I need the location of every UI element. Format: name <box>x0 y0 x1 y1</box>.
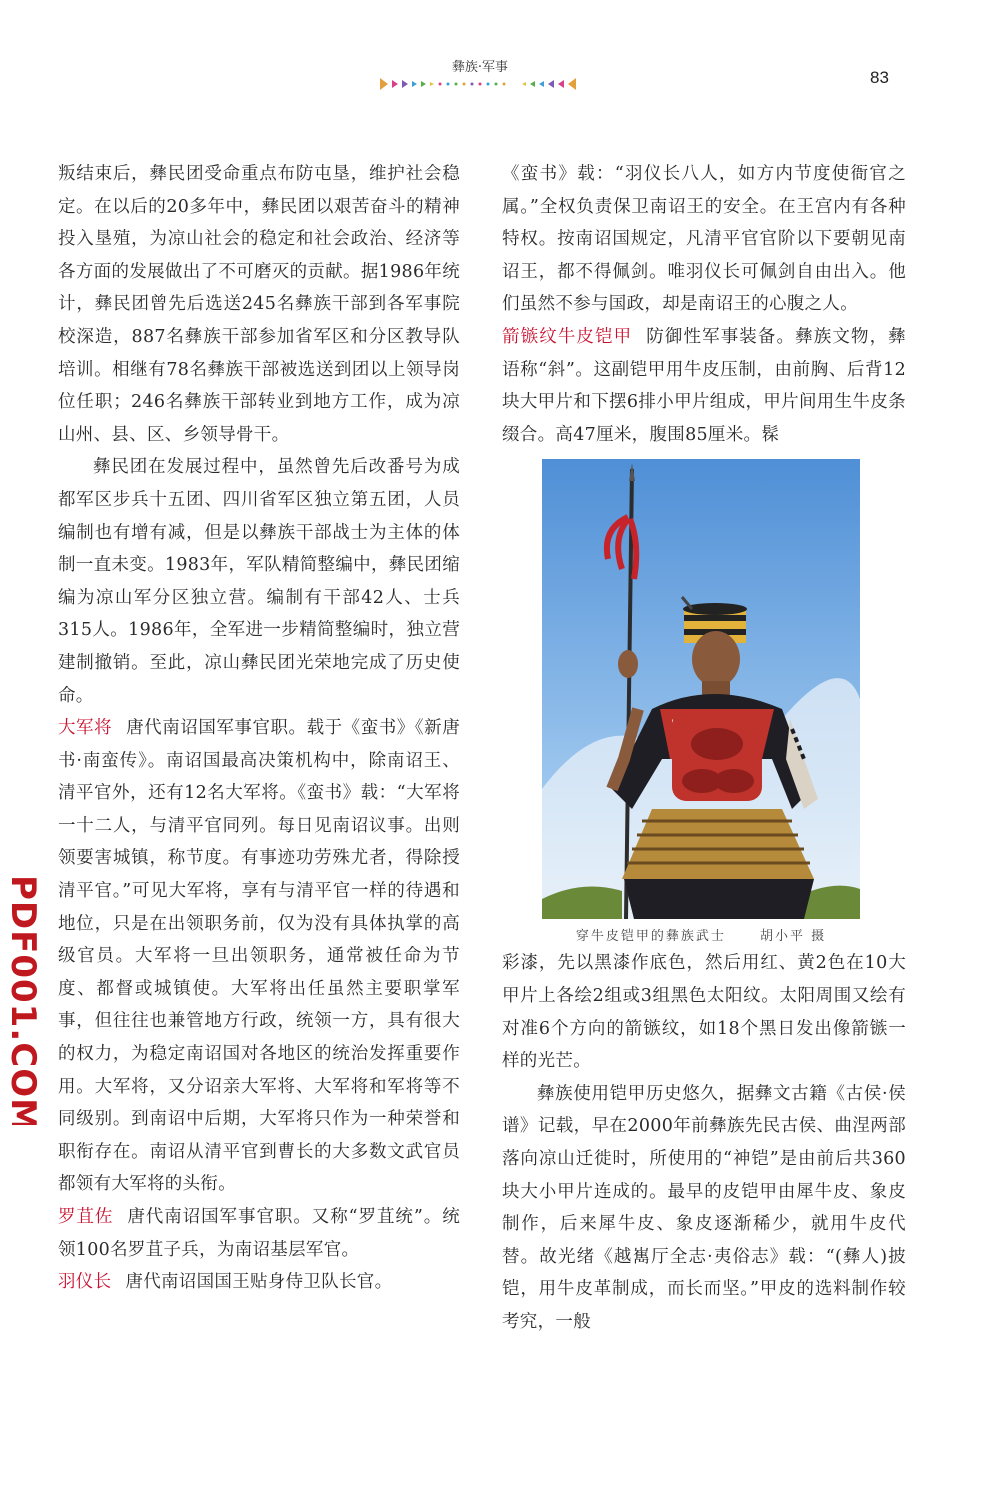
caption-text: 穿牛皮铠甲的彝族武士 <box>575 929 726 945</box>
photo-credit: 胡小平 摄 <box>759 929 827 945</box>
left-column <box>58 158 460 1299</box>
paragraph: 彩漆，先以黑漆作底色，然后用红、黄2色在10大甲片上各绘2组或3组黑色太阳纹。太阳周围又绘有对准6个方向的箭镞纹，如18个黑日发出像箭镞一样的光芒。 <box>502 953 906 1072</box>
entry-armor <box>502 321 906 451</box>
entry-text: 唐代南诏国军事官职。又称“罗苴统”。统领100名罗苴子兵，为南诏基层军官。 <box>58 1207 461 1260</box>
entry-yuyizhang <box>58 1266 460 1299</box>
figure <box>542 459 860 947</box>
entry-dajunjiang <box>58 712 460 1201</box>
entry-term: 箭镞纹牛皮铠甲 <box>502 326 633 347</box>
right-column <box>502 158 906 1338</box>
entry-term: 大军将 <box>58 718 113 739</box>
paragraph: 彝族使用铠甲历史悠久，据彝文古籍《古侯·侯谱》记载，早在2000年前彝族先民古侯、曲涅两部落向凉山迁徙时，所使用的“神铠”是由前后共360块大小甲片连成的。最早的皮铠甲由犀牛皮、象皮制作，后来犀牛皮、象皮逐渐稀少，就用牛皮代替。故光绪《越嶲厅全志·夷俗志》载：“(彝人)披铠，用牛皮革制成，而长而坚。”甲皮的选料制作较考究，一般 <box>502 1083 906 1332</box>
entry-luojuzuo <box>58 1201 460 1266</box>
paragraph: 《蛮书》载：“羽仪长八人，如方内节度使衙官之属。”全权负责保卫南诏王的安全。在王宫内有各种特权。按南诏国规定，凡清平官官阶以下要朝见南诏王，都不得佩剑。唯羽仪长可佩剑自由出入。他们虽然不参与国政，却是南诏王的心腹之人。 <box>502 164 906 315</box>
page-header <box>0 50 1000 110</box>
entry-term: 羽仪长 <box>58 1272 112 1293</box>
watermark <box>2 875 42 1125</box>
entry-text: 防御性军事装备。彝族文物，彝语称“斜”。这副铠甲用牛皮压制，由前胸、后背12块大甲片和下摆6排小甲片组成，甲片间用生牛皮条缀合。高47厘米，腹围85厘米。髹 <box>502 326 906 445</box>
figure-caption <box>542 927 860 947</box>
page-number: 83 <box>870 68 889 87</box>
entry-text: 唐代南诏国军事官职。载于《蛮书》《新唐书·南蛮传》。南诏国最高决策机构中，除南诏王、清平官外，还有12名大军将。《蛮书》载：“大军将一十二人，与清平官同列。每日见南诏议事。出则领要害城镇，称节度。有事迹功劳殊尤者，得除授清平官。”可见大军将，享有与清平官一样的待遇和地位，只是在出领职务前，仅为没有具体执掌的高级官员。大军将一旦出领职务，通常被任命为节度、都督或城镇使。大军将出任虽然主要职掌军事，但往往也兼管地方行政，统领一方，具有很大的权力，为稳定南诏国对各地区的统治发挥重要作用。大军将，又分诏亲大军将、大军将和军将等不同级别。到南诏中后期，大军将只作为一种荣誉和职衔存在。南诏从清平官到曹长的大多数文武官员都领有大军将的头衔。 <box>58 718 460 1195</box>
watermark-text: PDF001.COM <box>3 875 42 1125</box>
header-decoration <box>378 76 578 90</box>
paragraph: 彝民团在发展过程中，虽然曾先后改番号为成都军区步兵十五团、四川省军区独立第五团，人员编制也有增有减，但是以彝族干部战士为主体的体制一直未变。1983年，军队精简整编中，彝民团缩编为凉山军分区独立营。编制有干部42人、士兵315人。1986年，全军进一步精简整编时，独立营建制撤销。至此，凉山彝民团光荣地完成了历史使命。 <box>58 457 460 706</box>
running-header-title: 彝族·军事 <box>451 60 509 75</box>
warrior-photo <box>542 459 860 919</box>
entry-text: 唐代南诏国国王贴身侍卫队长官。 <box>125 1272 393 1293</box>
paragraph: 叛结束后，彝民团受命重点布防屯垦，维护社会稳定。在以后的20多年中，彝民团以艰苦奋斗的精神投入垦殖，为凉山社会的稳定和社会政治、经济等各方面的发展做出了不可磨灭的贡献。据1986年统计，彝民团曾先后选送245名彝族干部到各军事院校深造，887名彝族干部参加省军区和分区教导队培训。相继有78名彝族干部被选送到团以上领导岗位任职；246名彝族干部转业到地方工作，成为凉山州、县、区、乡领导骨干。 <box>58 164 460 445</box>
entry-term: 罗苴佐 <box>58 1207 114 1227</box>
